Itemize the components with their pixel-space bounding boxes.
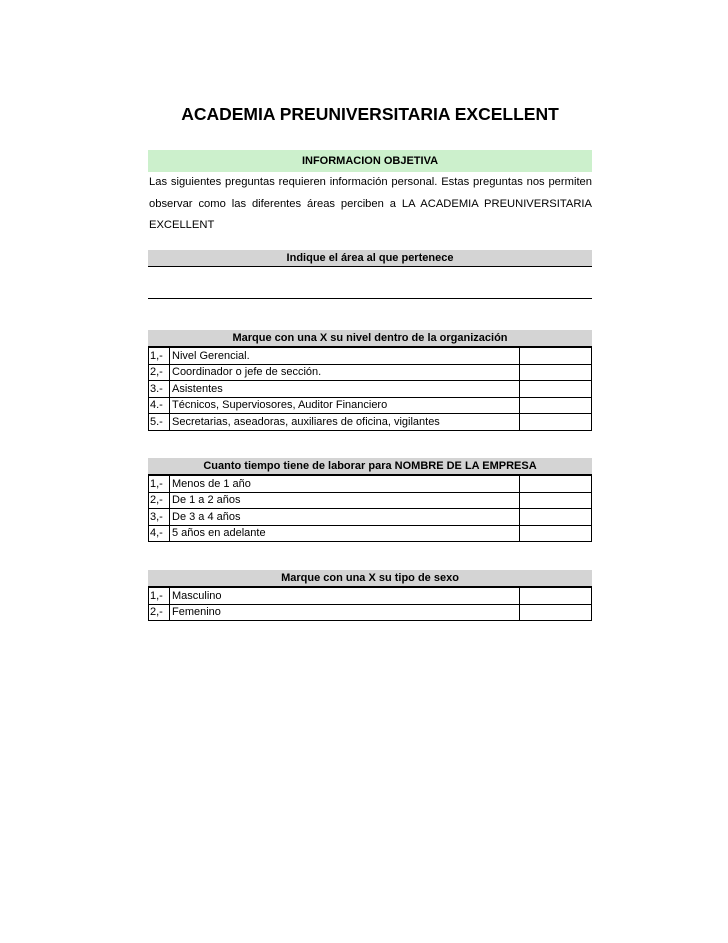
option-label: Técnicos, Superviosores, Auditor Financiero bbox=[170, 397, 520, 414]
option-label: Coordinador o jefe de sección. bbox=[170, 364, 520, 381]
option-number: 3,- bbox=[149, 509, 170, 526]
option-label: Secretarias, aseadoras, auxiliares de oficina, vigilantes bbox=[170, 414, 520, 431]
nivel-header: Marque con una X su nivel dentro de la organización bbox=[148, 330, 592, 347]
table-row bbox=[149, 414, 592, 431]
area-answer-line[interactable] bbox=[148, 298, 592, 299]
nivel-table bbox=[148, 347, 592, 431]
table-row bbox=[149, 492, 592, 509]
option-label: Menos de 1 año bbox=[170, 476, 520, 493]
answer-box[interactable] bbox=[520, 364, 592, 381]
answer-box[interactable] bbox=[520, 348, 592, 365]
answer-box[interactable] bbox=[520, 588, 592, 605]
option-number: 2,- bbox=[149, 492, 170, 509]
option-label: De 3 a 4 años bbox=[170, 509, 520, 526]
tiempo-header: Cuanto tiempo tiene de laborar para NOMBRE DE LA EMPRESA bbox=[148, 458, 592, 475]
objective-header: INFORMACION OBJETIVA bbox=[148, 150, 592, 172]
answer-box[interactable] bbox=[520, 414, 592, 431]
table-row bbox=[149, 397, 592, 414]
sexo-table bbox=[148, 587, 592, 621]
table-row bbox=[149, 509, 592, 526]
option-number: 3.- bbox=[149, 381, 170, 398]
option-number: 1,- bbox=[149, 588, 170, 605]
answer-box[interactable] bbox=[520, 397, 592, 414]
option-label: De 1 a 2 años bbox=[170, 492, 520, 509]
option-label: Masculino bbox=[170, 588, 520, 605]
table-row bbox=[149, 348, 592, 365]
table-row bbox=[149, 476, 592, 493]
table-row bbox=[149, 381, 592, 398]
option-number: 2,- bbox=[149, 604, 170, 621]
option-number: 2,- bbox=[149, 364, 170, 381]
option-number: 1,- bbox=[149, 476, 170, 493]
table-row bbox=[149, 604, 592, 621]
area-header: Indique el área al que pertenece bbox=[148, 250, 592, 267]
option-label: Nivel Gerencial. bbox=[170, 348, 520, 365]
option-number: 5.- bbox=[149, 414, 170, 431]
answer-box[interactable] bbox=[520, 476, 592, 493]
option-number: 4,- bbox=[149, 525, 170, 542]
answer-box[interactable] bbox=[520, 525, 592, 542]
option-number: 1,- bbox=[149, 348, 170, 365]
answer-box[interactable] bbox=[520, 381, 592, 398]
table-row bbox=[149, 588, 592, 605]
option-label: 5 años en adelante bbox=[170, 525, 520, 542]
tiempo-table bbox=[148, 475, 592, 542]
objective-text: Las siguientes preguntas requieren información personal. Estas preguntas nos permiten observar como las diferentes áreas perciben a LA ACADEMIA PREUNIVERSITARIA EXCELLENT bbox=[149, 176, 592, 232]
table-row bbox=[149, 525, 592, 542]
answer-box[interactable] bbox=[520, 492, 592, 509]
option-label: Asistentes bbox=[170, 381, 520, 398]
option-number: 4.- bbox=[149, 397, 170, 414]
answer-box[interactable] bbox=[520, 509, 592, 526]
answer-box[interactable] bbox=[520, 604, 592, 621]
option-label: Femenino bbox=[170, 604, 520, 621]
table-row bbox=[149, 364, 592, 381]
document-title: ACADEMIA PREUNIVERSITARIA EXCELLENT bbox=[181, 104, 559, 124]
sexo-header: Marque con una X su tipo de sexo bbox=[148, 570, 592, 587]
